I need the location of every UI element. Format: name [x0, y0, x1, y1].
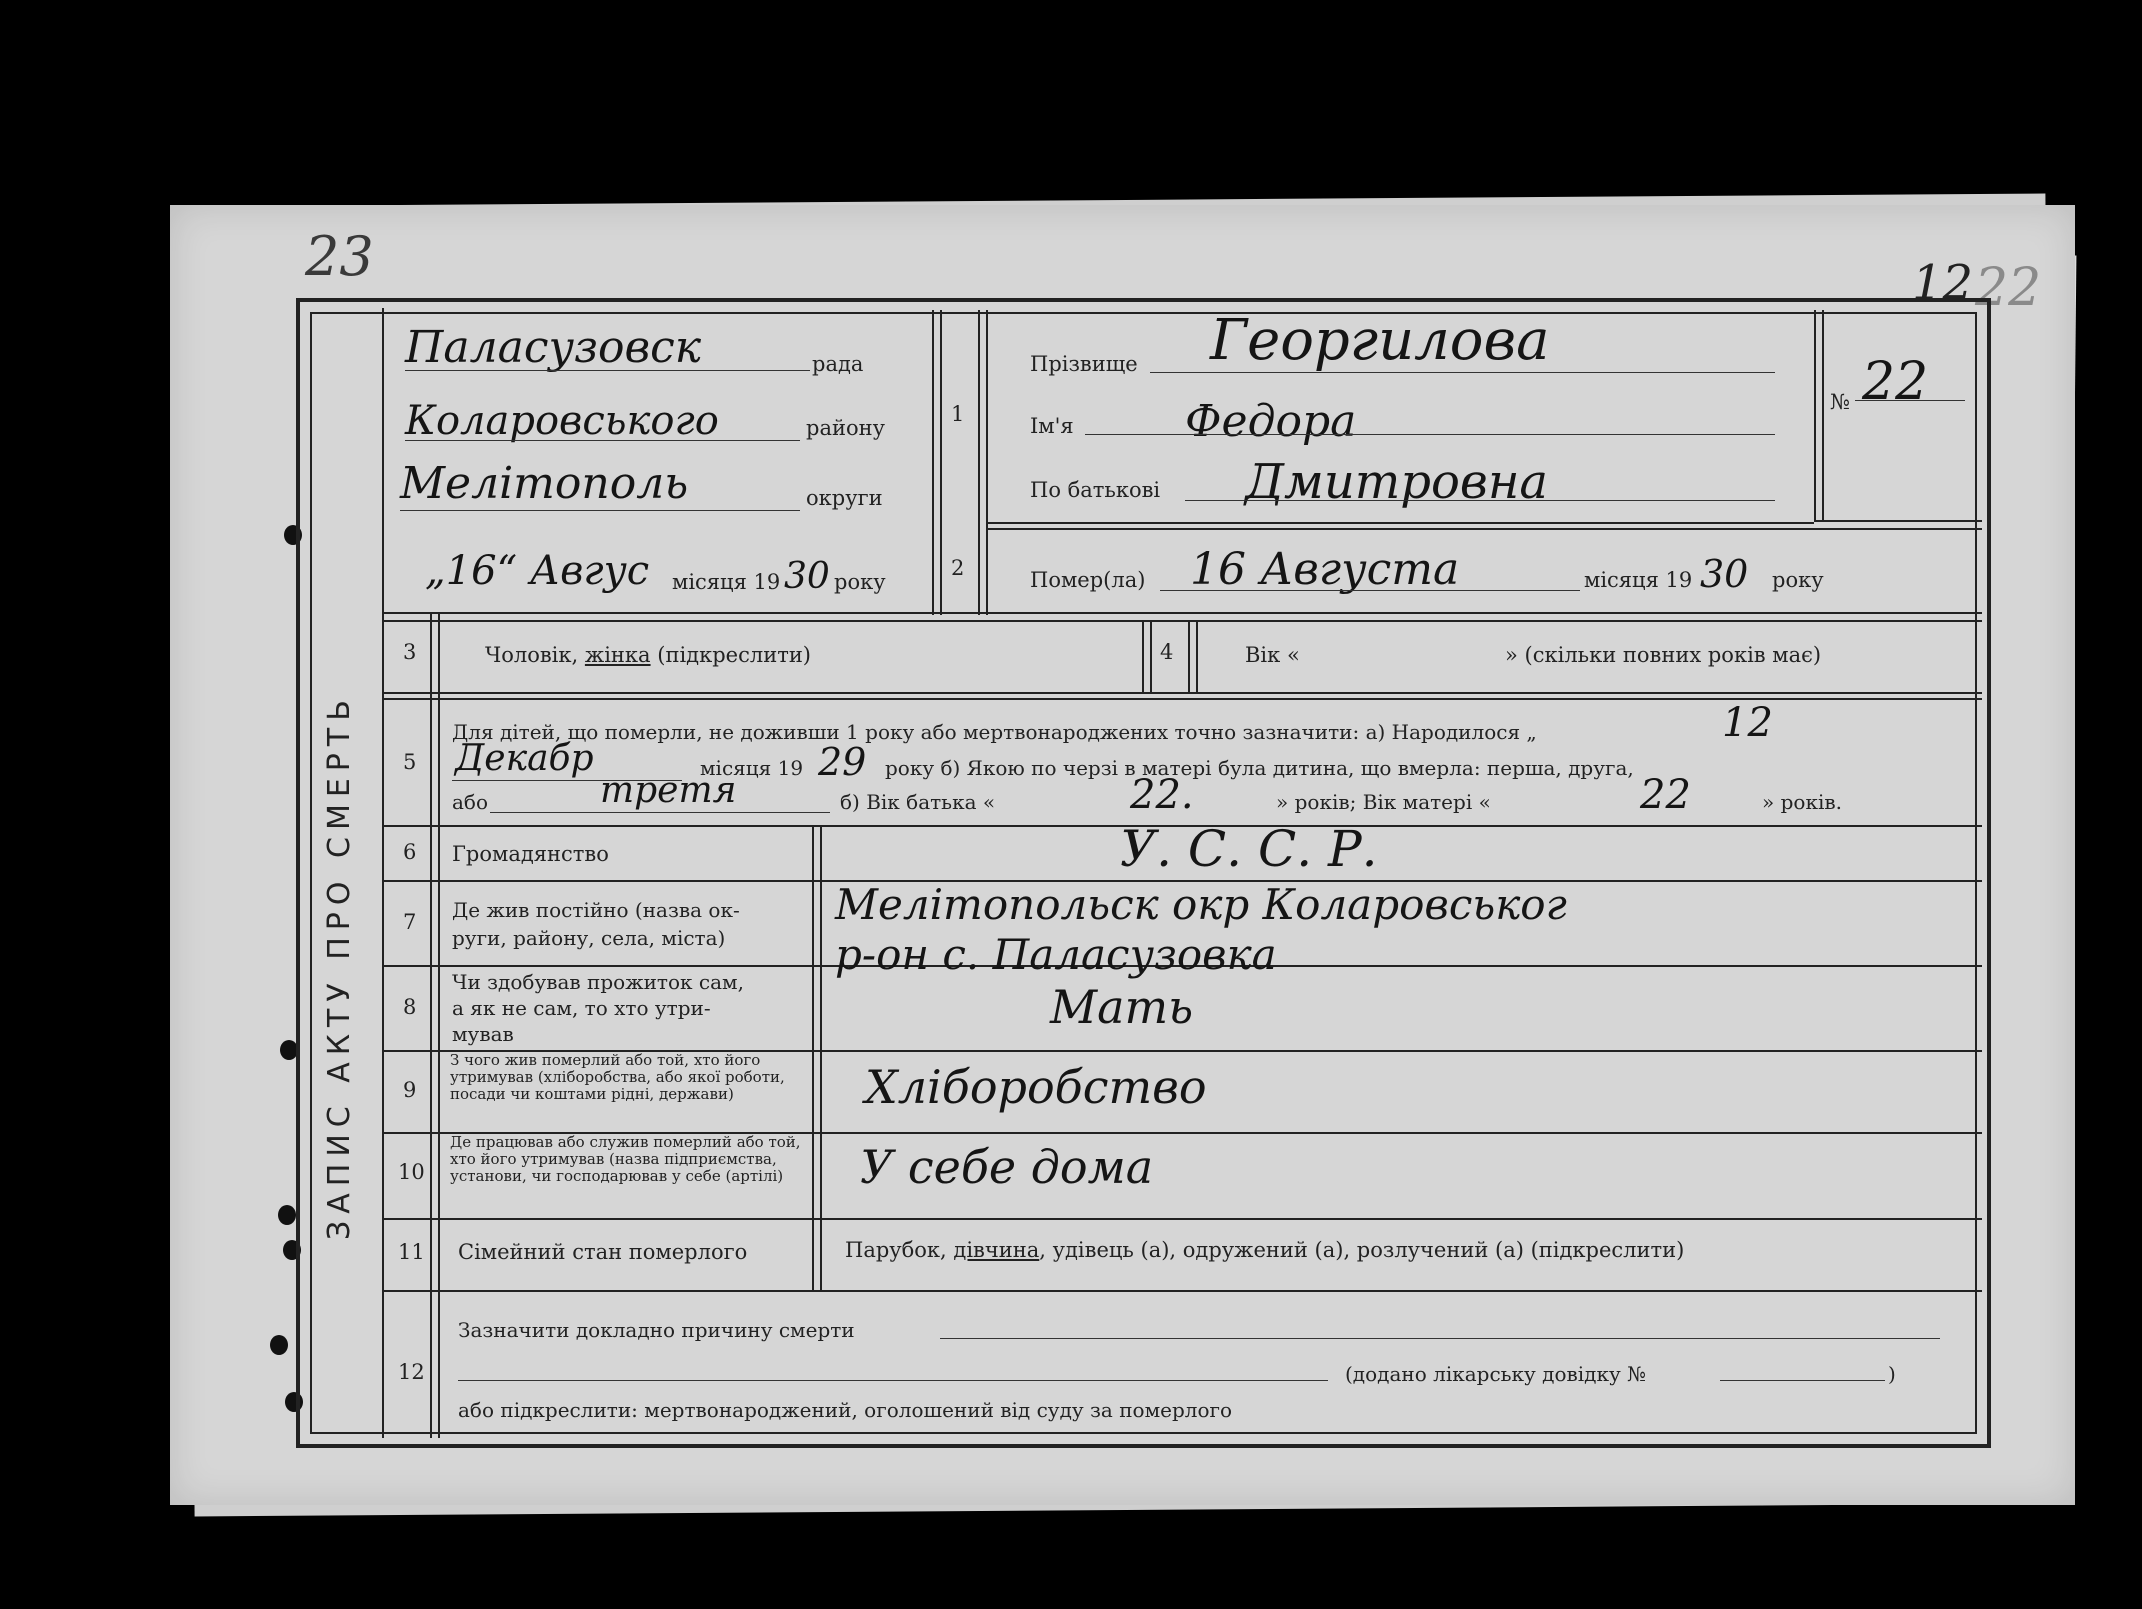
sex-male: Чоловік,: [485, 643, 579, 667]
registration-month-label: місяця 19: [672, 570, 781, 594]
infant-instruction-line1: Для дітей, що померли, не доживши 1 року або мертвонароджених точно зазначити: а) Народилося „: [452, 720, 1537, 744]
record-number-label: №: [1830, 390, 1850, 414]
livelihood-label: З чого жив померлий або той, хто його утримував (хліборобства, або якої роботи, посади чи коштами рідні, держави): [450, 1051, 785, 1103]
row-number: 3: [403, 640, 417, 664]
punch-hole: [270, 1335, 288, 1355]
cause-of-death-label: Зазначити докладно причину смерти: [458, 1318, 855, 1342]
died-value: 16 Августа: [1190, 544, 1460, 595]
marital-girl-underlined: дівчина: [953, 1238, 1040, 1262]
patronymic-value: Дмитровна: [1245, 454, 1549, 510]
row-number: 6: [403, 840, 417, 864]
page-number-right-faint: 22: [1975, 258, 2042, 318]
mother-age-value: 22: [1640, 772, 1691, 818]
page-number-left: 23: [305, 225, 374, 288]
residence-value-line2: р-он с. Паласузовка: [835, 930, 1277, 979]
father-age-label: б) Вік батька «: [840, 790, 996, 814]
patronymic-label: По батькові: [1030, 478, 1161, 502]
row-number: 12: [398, 1360, 425, 1384]
sex-field: [485, 643, 811, 667]
medical-certificate-label: (додано лікарську довідку №: [1345, 1362, 1647, 1386]
marital-status-label: Сімейний стан померлого: [458, 1240, 748, 1264]
row-number: 5: [403, 750, 417, 774]
age-label: Вік «: [1245, 643, 1300, 667]
first-name-value: Федора: [1185, 396, 1357, 447]
rada-value: Паласузовск: [405, 322, 702, 373]
raion-label: району: [806, 416, 885, 440]
registration-year-value: 30: [784, 556, 830, 597]
residence-label-line2: руги, району, села, міста): [452, 926, 726, 950]
infant-month-label: місяця 19: [700, 756, 804, 780]
punch-hole: [278, 1205, 296, 1225]
died-year-value: 30: [1700, 552, 1749, 596]
registration-year-label: року: [834, 570, 886, 594]
support-label-line1: Чи здобував прожиток сам,: [452, 970, 744, 994]
stillborn-instruction: або підкреслити: мертвонароджений, оголошений від суду за померлого: [458, 1398, 1233, 1422]
infant-born-month: Декабр: [455, 738, 594, 779]
registration-date-value: „16“ Авгус: [425, 548, 650, 594]
residence-label-line1: Де жив постійно (назва ок-: [452, 898, 740, 922]
raion-value: Коларовського: [405, 398, 719, 444]
first-name-label: Ім'я: [1030, 414, 1074, 438]
row-number: 9: [403, 1078, 417, 1102]
workplace-label: Де працював або служив померлий або той, хто його утримував (назва підприємства, установи, чи господарював у себе (артілі): [450, 1133, 801, 1185]
medical-certificate-close: ): [1888, 1362, 1896, 1386]
okruha-value: Мелітополь: [400, 458, 689, 509]
citizenship-label: Громадянство: [452, 842, 609, 866]
support-value: Мать: [1050, 980, 1194, 1034]
age-suffix: » (скільки повних років має): [1505, 643, 1822, 667]
citizenship-value: У. С. С. Р.: [1120, 820, 1378, 878]
sex-instruction: (підкреслити): [657, 643, 812, 667]
died-month-label: місяця 19: [1584, 568, 1693, 592]
support-label-line3: мував: [452, 1022, 514, 1046]
livelihood-value: Хліборобство: [865, 1060, 1207, 1114]
residence-value-line1: Мелітопольск окр Коларовськог: [835, 880, 1567, 929]
father-age-value: 22.: [1130, 772, 1194, 818]
okruha-label: округи: [806, 486, 883, 510]
died-label: Помер(ла): [1030, 568, 1146, 592]
support-label-line2: а як не сам, то хто утри-: [452, 996, 711, 1020]
row-number: 1: [951, 402, 965, 426]
workplace-value: У себе дома: [860, 1140, 1154, 1194]
marital-status-options: [845, 1238, 1684, 1262]
infant-order-value: третя: [600, 770, 737, 811]
died-year-label: року: [1772, 568, 1824, 592]
sex-female-underlined: жінка: [584, 643, 651, 667]
side-title: ЗАПИС АКТУ ПРО СМЕРТЬ: [322, 693, 357, 1240]
marital-bachelor: Парубок,: [845, 1238, 947, 1262]
row-number: 7: [403, 910, 417, 934]
infant-order-question: року б) Якою по черзі в матері була дитина, що вмерла: перша, друга,: [885, 756, 1634, 780]
infant-born-year: 29: [818, 740, 867, 784]
surname-value: Георгилова: [1210, 308, 1550, 373]
row-number: 10: [398, 1160, 425, 1184]
row-number: 2: [951, 556, 965, 580]
marital-other-options: , удівець (а), одружений (а), розлучений (а) (підкреслити): [1039, 1238, 1685, 1262]
row-number: 4: [1160, 640, 1174, 664]
row-number: 8: [403, 995, 417, 1019]
surname-label: Прізвище: [1030, 352, 1138, 376]
mother-age-suffix: » років.: [1762, 790, 1842, 814]
infant-or-label: або: [452, 790, 489, 814]
row-number: 11: [398, 1240, 425, 1264]
record-number-value: 22: [1862, 352, 1929, 412]
mother-age-label: » років; Вік матері «: [1276, 790, 1491, 814]
page-number-right: 12: [1912, 255, 1974, 311]
rada-label: рада: [812, 352, 864, 376]
infant-born-day: 12: [1722, 700, 1773, 746]
